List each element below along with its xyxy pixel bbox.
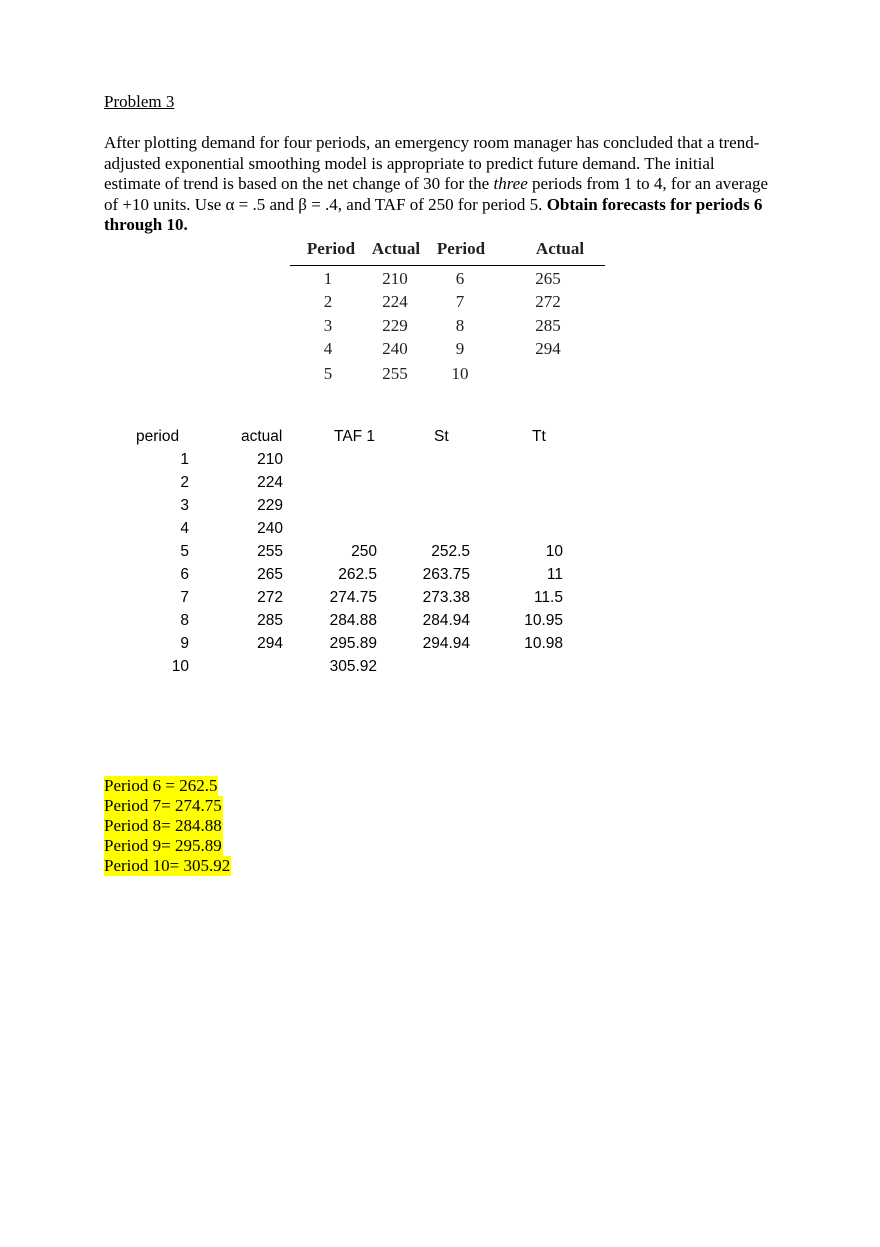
sheet-header: period: [136, 428, 180, 445]
table-cell: 294: [535, 339, 561, 358]
table-cell: 224: [382, 292, 408, 311]
table-cell: 7: [455, 292, 465, 311]
table-cell: 6: [455, 269, 465, 288]
sheet-header: Tt: [532, 428, 546, 445]
sheet-cell: 285: [257, 612, 283, 629]
sheet-header: TAF 1: [334, 428, 376, 445]
table-cell: 9: [455, 339, 465, 358]
sheet-cell: 9: [180, 635, 189, 652]
sheet-cell: 10.98: [524, 635, 563, 652]
table-cell: 10: [451, 364, 469, 383]
table-cell: 2: [323, 292, 333, 311]
table-cell: 4: [323, 339, 333, 358]
table-header: Period: [306, 239, 356, 258]
sheet-cell: 273.38: [422, 589, 470, 606]
sheet-cell: 210: [257, 451, 283, 468]
problem-statement: [104, 133, 774, 236]
table-cell: 3: [323, 316, 333, 335]
sheet-cell: 295.89: [329, 635, 377, 652]
sheet-cell: 284.88: [329, 612, 377, 629]
table-cell: 229: [382, 316, 408, 335]
sheet-cell: 10.95: [524, 612, 563, 629]
table-cell: 265: [535, 269, 561, 288]
sheet-cell: 11: [546, 566, 563, 583]
table-header: Actual: [371, 239, 421, 258]
sheet-cell: 272: [257, 589, 283, 606]
sheet-cell: 5: [180, 543, 189, 560]
sheet-cell: 10: [545, 543, 563, 560]
table-cell: 5: [323, 364, 333, 383]
answer-line: Period 7= 274.75: [104, 796, 222, 815]
sheet-cell: 240: [257, 520, 283, 537]
sheet-cell: 6: [180, 566, 189, 583]
sheet-cell: 2: [180, 474, 189, 491]
sheet-cell: 3: [180, 497, 189, 514]
sheet-cell: 305.92: [329, 658, 377, 675]
sheet-cell: 250: [351, 543, 377, 560]
sheet-cell: 229: [257, 497, 283, 514]
sheet-cell: 252.5: [431, 543, 470, 560]
sheet-header: actual: [241, 428, 283, 445]
problem-title: Problem 3: [104, 92, 175, 111]
table-header: Actual: [535, 239, 585, 258]
table-cell: 255: [382, 364, 408, 383]
sheet-cell: 284.94: [422, 612, 470, 629]
sheet-cell: 294: [257, 635, 283, 652]
sheet-cell: 1: [180, 451, 189, 468]
highlighted-answers: [104, 776, 231, 876]
sheet-cell: 255: [257, 543, 283, 560]
table-cell: 272: [535, 292, 561, 311]
sheet-cell: 294.94: [422, 635, 470, 652]
statement-emphasis: three: [493, 174, 528, 193]
answer-line: Period 10= 305.92: [104, 856, 231, 875]
sheet-cell: 265: [257, 566, 283, 583]
sheet-cell: 4: [180, 520, 189, 537]
sheet-cell: 274.75: [329, 589, 377, 606]
statement-text-2: periods from 1 to 4, for an average of +10 units. Use α = .5 and β = .4, and TAF of 250 for period 5.: [104, 174, 769, 214]
sheet-cell: 10: [171, 658, 189, 675]
sheet-cell: 7: [180, 589, 189, 606]
table-cell: 8: [455, 316, 465, 335]
sheet-header: St: [434, 428, 449, 445]
table-cell: 1: [323, 269, 333, 288]
sheet-cell: 262.5: [338, 566, 377, 583]
sheet-cell: 8: [180, 612, 189, 629]
sheet-cell: 11.5: [533, 589, 563, 606]
answer-line: Period 8= 284.88: [104, 816, 222, 835]
statement-text-1: After plotting demand for four periods, an emergency room manager has concluded that a trend-adjusted exponential smoothing model is appropriate to predict future demand. The initial estimate of trend is based on the net change of 30 for the: [104, 133, 760, 193]
table-header-rule: [290, 265, 605, 266]
sheet-cell: 263.75: [422, 566, 470, 583]
table-cell: 240: [382, 339, 408, 358]
answer-line: Period 9= 295.89: [104, 836, 222, 855]
table-header: Period: [436, 239, 486, 258]
table-cell: 210: [382, 269, 408, 288]
sheet-cell: 224: [257, 474, 283, 491]
table-cell: 285: [535, 316, 561, 335]
statement-instruction: Obtain forecasts for periods 6 through 10.: [104, 194, 763, 234]
answer-line: Period 6 = 262.5: [104, 776, 218, 795]
